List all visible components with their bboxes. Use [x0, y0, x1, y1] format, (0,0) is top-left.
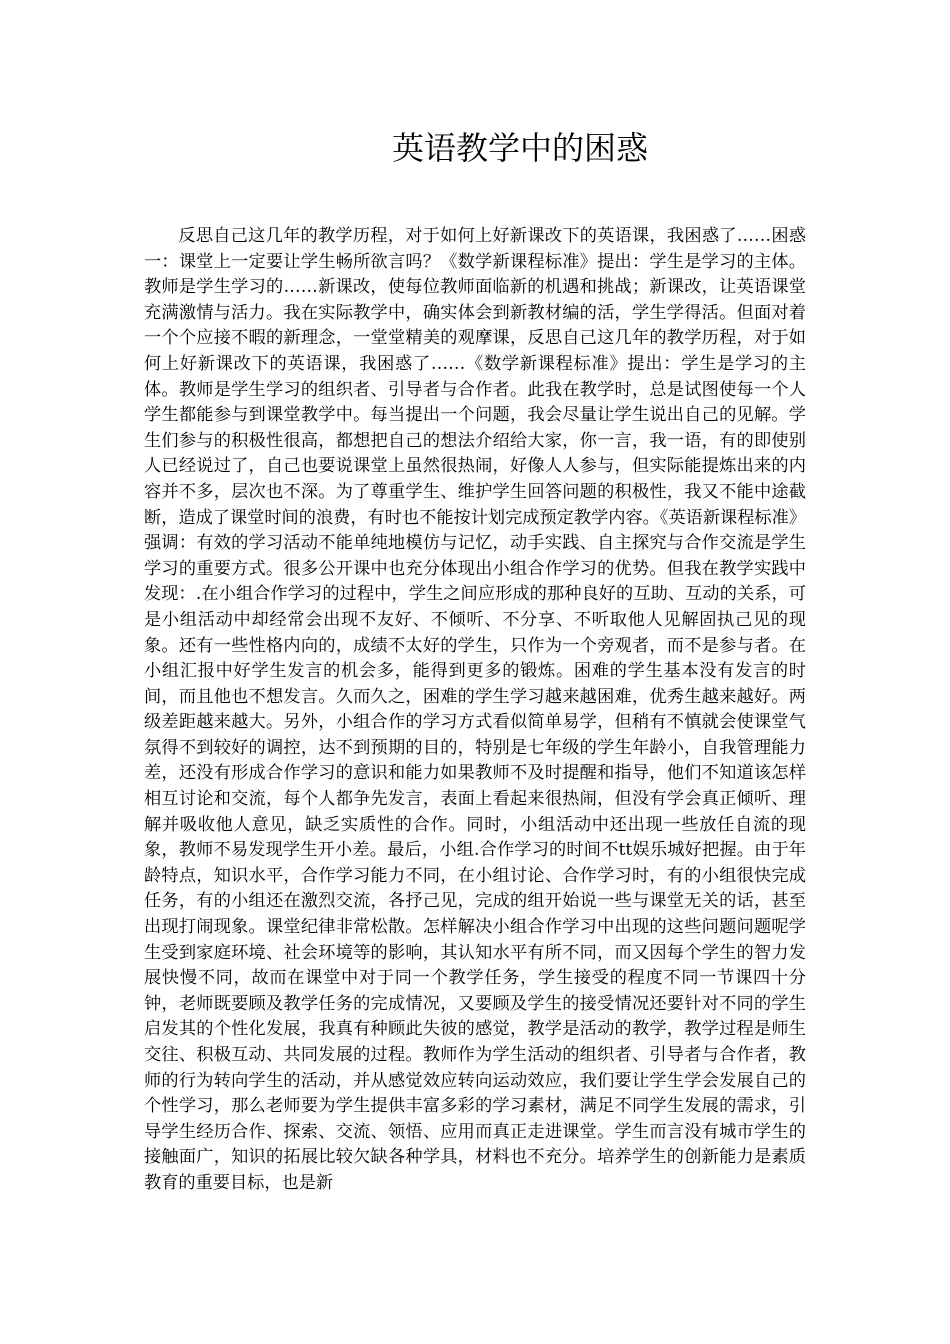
document-body-paragraph: 反思自己这几年的教学历程，对于如何上好新课改下的英语课，我困惑了……困惑一：课堂上一定要让学生畅所欲言吗？《数学新课程标准》提出：学生是学习的主体。教师是学生学习的……新课改，使每位教师面临新的机遇和挑战；新课改，让英语课堂充满激情与活力。我在实际教学中，确实体会到新教材编的活，学生学得活。但面对着一个个应接不暇的新理念，一堂堂精美的观摩课，反思自己这几年的教学历程，对于如何上好新课改下的英语课，我困惑了……《数学新课程标准》提出：学生是学习的主体。教师是学生学习的组织者、引导者与合作者。此我在教学时，总是试图使每一个人学生都能参与到课堂教学中。每当提出一个问题，我会尽量让学生说出自己的见解。学生们参与的积极性很高，都想把自己的想法介绍给大家，你一言，我一语，有的即使别人已经说过了，自己也要说课堂上虽然很热闹，好像人人参与，但实际能提炼出来的内容并不多，层次也不深。为了尊重学生、维护学生回答问题的积极性，我又不能中途截断，造成了课堂时间的浪费，有时也不能按计划完成预定教学内容。《英语新课程标准》强调：有效的学习活动不能单纯地模仿与记忆，动手实践、自主探究与合作交流是学生学习的重要方式。很多公开课中也充分体现出小组合作学习的优势。但我在教学实践中发现：.在小组合作学习的过程中，学生之间应形成的那种良好的互助、互动的关系，可是小组活动中却经常会出现不友好、不倾听、不分享、不听取他人见解固执己见的现象。还有一些性格内向的，成绩不太好的学生，只作为一个旁观者，而不是参与者。在小组汇报中好学生发言的机会多，能得到更多的锻炼。困难的学生基本没有发言的时间，而且他也不想发言。久而久之，困难的学生学习越来越困难，优秀生越来越好。两级差距越来越大。另外，小组合作的学习方式看似简单易学，但稍有不慎就会使课堂气氛得不到较好的调控，达不到预期的目的，特别是七年级的学生年龄小，自我管理能力差，还没有形成合作学习的意识和能力如果教师不及时提醒和指导，他们不知道该怎样相互讨论和交流，每个人都争先发言，表面上看起来很热闹，但没有学会真正倾听、理解并吸收他人意见，缺乏实质性的合作。同时，小组活动中还出现一些放任自流的现象，教师不易发现学生开小差。最后，小组.合作学习的时间不tt娱乐城好把握。由于年龄特点，知识水平，合作学习能力不同，在小组讨论、合作学习时，有的小组很快完成任务，有的小组还在激烈交流，各抒己见，完成的组开始说一些与课堂无关的话，甚至出现打闹现象。课堂纪律非常松散。怎样解决小组合作学习中出现的这些问题问题呢学生受到家庭环境、社会环境等的影响，其认知水平有所不同，而又因每个学生的智力发展快慢不同，故而在课堂中对于同一个教学任务，学生接受的程度不同一节课四十分钟，老师既要顾及教学任务的完成情况，又要顾及学生的接受情况还要针对不同的学生启发其的个性化发展，我真有种顾此失彼的感觉，教学是活动的教学，教学过程是师生交往、积极互动、共同发展的过程。教师作为学生活动的组织者、引导者与合作者，教师的行为转向学生的活动，并从感觉效应转向运动效应，我们要让学生学会发展自己的个性学习，那么老师要为学生提供丰富多彩的学习素材，满足不同学生发展的需求，引导学生经历合作、探索、交流、领悟、应用而真正走进课堂。学生而言没有城市学生的接触面广，知识的拓展比较欠缺各种学具，材料也不充分。培养学生的创新能力是素质教育的重要目标，也是新: [144, 226, 806, 1193]
document-title: 英语教学中的困惑: [391, 129, 648, 167]
